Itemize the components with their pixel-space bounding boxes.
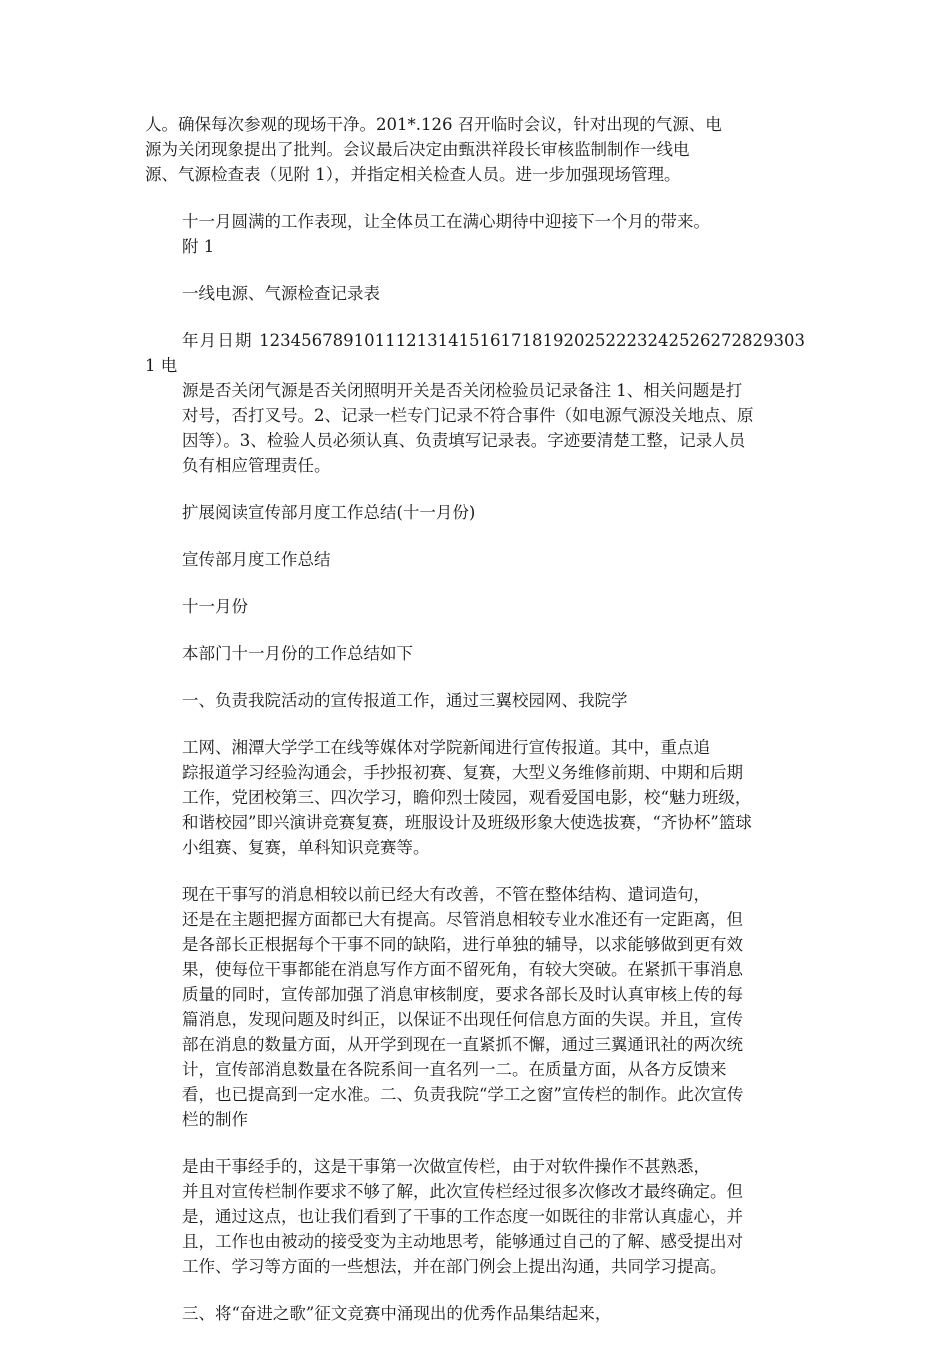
paragraph [145,688,805,713]
paragraph [145,500,805,525]
text-line: 对号，否打叉号。2、记录一栏专门记录不符合事件（如电源气源没关地点、原 [182,406,754,425]
text-line: 工作、学习等方面的一些想法，并在部门例会上提出沟通，共同学习提高。 [182,1257,727,1276]
text-line: 源是否关闭气源是否关闭照明开关是否关闭检验员记录备注 1、相关问题是打 [182,381,743,400]
text-line: 小组赛、复赛，单科知识竞赛等。 [182,838,430,857]
paragraph [145,594,805,619]
text-line: 并且对宣传栏制作要求不够了解，此次宣传栏经过很多次修改才最终确定。但 [182,1182,743,1201]
text-line: 踪报道学习经验沟通会，手抄报初赛、复赛，大型义务维修前期、中期和后期 [182,763,743,782]
text-line: 工作，党团校第三、四次学习，瞻仰烈士陵园，观看爱国电影，校“魅力班级， [182,788,752,807]
text-line: 一线电源、气源检查记录表 [182,284,380,303]
text-line: 负有相应管理责任。 [182,456,331,475]
paragraph [145,281,805,306]
paragraph [145,882,805,1132]
document-page [145,112,805,1348]
text-line: 宣传部月度工作总结 [182,550,331,569]
text-line: 本部门十一月份的工作总结如下 [182,644,413,663]
paragraph [145,209,805,259]
text-line: 十一月圆满的工作表现，让全体员工在满心期待中迎接下一个月的带来。 [182,212,710,231]
text-line: 篇消息，发现问题及时纠正，以保证不出现任何信息方面的失误。并且，宣传 [182,1010,743,1029]
text-line: 计，宣传部消息数量在各院系间一直名列一二。在质量方面，从各方反馈来 [182,1060,727,1079]
text-line: 还是在主题把握方面都已大有提高。尽管消息相较专业水准还有一定距离，但 [182,910,743,929]
paragraph [145,1301,805,1326]
paragraph [145,735,805,860]
text-line: 部在消息的数量方面，从开学到现在一直紧抓不懈，通过三翼通讯社的两次统 [182,1035,743,1054]
paragraph [145,328,805,478]
paragraph [145,547,805,572]
text-line: 是各部长正根据每个干事不同的缺陷，进行单独的辅导，以求能够做到更有效 [182,935,743,954]
text-line: 扩展阅读宣传部月度工作总结(十一月份) [182,503,476,522]
text-line: 三、将“奋进之歌”征文竞赛中涌现出的优秀作品集结起来， [182,1304,612,1323]
text-line: 源、气源检查表（见附 1），并指定相关检查人员。进一步加强现场管理。 [145,165,681,184]
text-line: 是由干事经手的，这是干事第一次做宣传栏，由于对软件操作不甚熟悉， [182,1157,710,1176]
text-line: 现在干事写的消息相较以前已经大有改善，不管在整体结构、遣词造句， [182,885,710,904]
text-line: 十一月份 [182,597,248,616]
text-line: 工网、湘潭大学学工在线等媒体对学院新闻进行宣传报道。其中，重点追 [182,738,710,757]
paragraph [145,1154,805,1279]
text-line: 栏的制作 [182,1110,248,1129]
text-line: 因等）。3、检验人员必须认真、负责填写记录表。字迹要清楚工整，记录人员 [182,431,746,450]
paragraph [145,641,805,666]
paragraph [145,112,805,187]
text-line: 果，使每位干事都能在消息写作方面不留死角，有较大突破。在紧抓干事消息 [182,960,743,979]
text-line: 年月日期 12345678910111213141516171819202522232425262728293031 电 [145,331,805,375]
text-line: 源为关闭现象提出了批判。会议最后决定由甄洪祥段长审核监制制作一线电 [145,140,690,159]
text-line: 是，通过这点，也让我们看到了干事的工作态度一如既往的非常认真虚心，并 [182,1207,743,1226]
text-line: 附 1 [182,237,215,256]
text-line: 一、负责我院活动的宣传报道工作，通过三翼校园网、我院学 [182,691,628,710]
text-line: 质量的同时，宣传部加强了消息审核制度，要求各部长及时认真审核上传的每 [182,985,743,1004]
text-line: 和谐校园”即兴演讲竞赛复赛，班服设计及班级形象大使选拔赛，“齐协杯”篮球 [182,813,752,832]
text-line: 人。确保每次参观的现场干净。201*.126 召开临时会议，针对出现的气源、电 [145,115,722,134]
text-line: 看，也已提高到一定水准。二、负责我院“学工之窗”宣传栏的制作。此次宣传 [182,1085,744,1104]
text-line: 且，工作也由被动的接受变为主动地思考，能够通过自己的了解、感受提出对 [182,1232,743,1251]
